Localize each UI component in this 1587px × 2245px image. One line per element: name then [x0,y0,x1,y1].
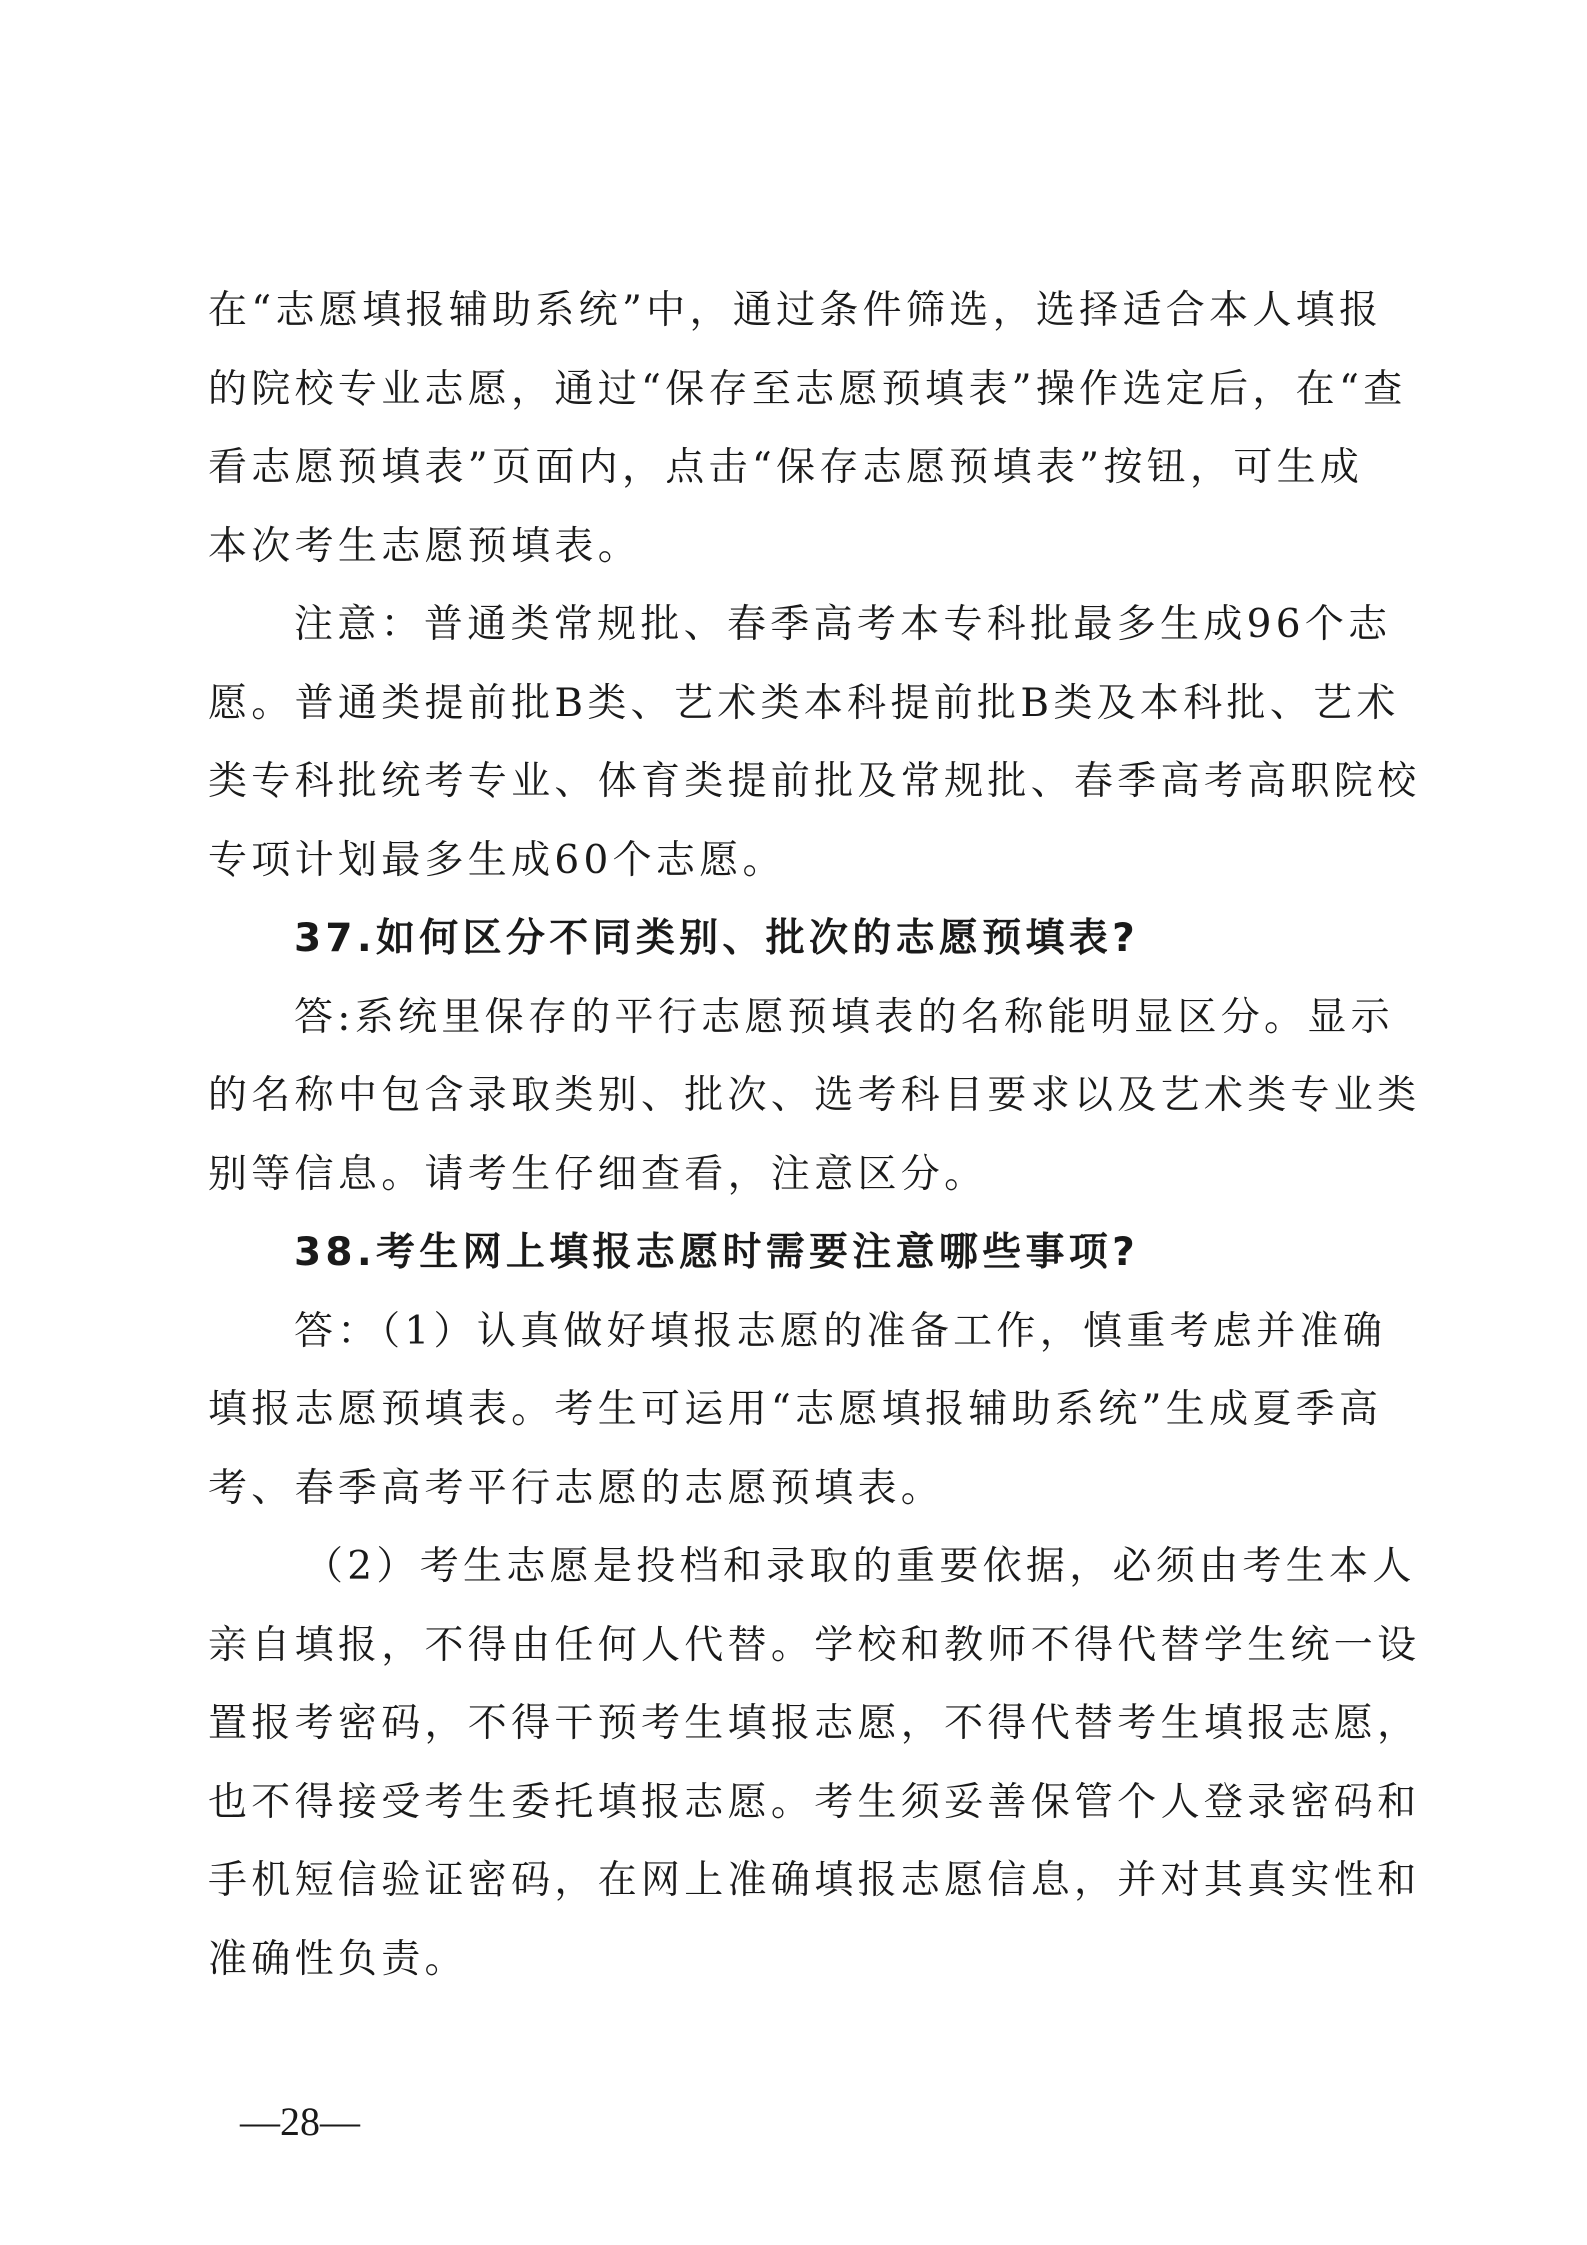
body-text [208,272,1421,1999]
note-line: 注意：普通类常规批、春季高考本专科批最多生成96个志 [294,602,1392,647]
text-line: 愿。普通类提前批B类、艺术类本科提前批B类及本科批、艺术 [208,680,1400,726]
text-line: 填报志愿预填表。考生可运用“志愿填报辅助系统”生成夏季高 [208,1387,1383,1432]
text-line: 在“志愿填报辅助系统”中，通过条件筛选，选择适合本人填报 [208,288,1383,333]
text-line: 也不得接受考生委托填报志愿。考生须妥善保管个人登录密码和 [208,1779,1421,1825]
text-line: 专项计划最多生成60个志愿。 [208,837,786,883]
text-line: 考、春季高考平行志愿的志愿预填表。 [208,1465,945,1511]
text-line: 手机短信验证密码，在网上准确填报志愿信息，并对其真实性和 [208,1858,1421,1903]
text-line: 的院校专业志愿，通过“保存至志愿预填表”操作选定后，在“查 [208,366,1407,412]
text-line: 准确性负责。 [208,1936,468,1982]
text-line: 别等信息。请考生仔细查看，注意区分。 [208,1151,988,1197]
text-line: 置报考密码，不得干预考生填报志愿，不得代替考生填报志愿， [208,1701,1421,1746]
answer-point-line: （2）考生志愿是投档和录取的重要依据，必须由考生本人 [304,1544,1416,1589]
answer-line: 答:系统里保存的平行志愿预填表的名称能明显区分。显示 [294,994,1394,1040]
text-line: 类专科批统考专业、体育类提前批及常规批、春季高考高职院校 [208,759,1421,804]
answer-line: 答：（1）认真做好填报志愿的准备工作，慎重考虑并准确 [294,1308,1387,1354]
text-line: 亲自填报，不得由任何人代替。学校和教师不得代替学生统一设 [208,1622,1421,1668]
text-line: 本次考生志愿预填表。 [208,523,642,569]
text-line: 看志愿预填表”页面内，点击“保存志愿预填表”按钮，可生成 [208,445,1364,490]
page-number: —28— [240,2099,360,2144]
text-line: 的名称中包含录取类别、批次、选考科目要求以及艺术类专业类 [208,1073,1421,1118]
question-heading-38: 38.考生网上填报志愿时需要注意哪些事项? [294,1230,1140,1275]
question-heading-37: 37.如何区分不同类别、批次的志愿预填表? [294,916,1140,961]
